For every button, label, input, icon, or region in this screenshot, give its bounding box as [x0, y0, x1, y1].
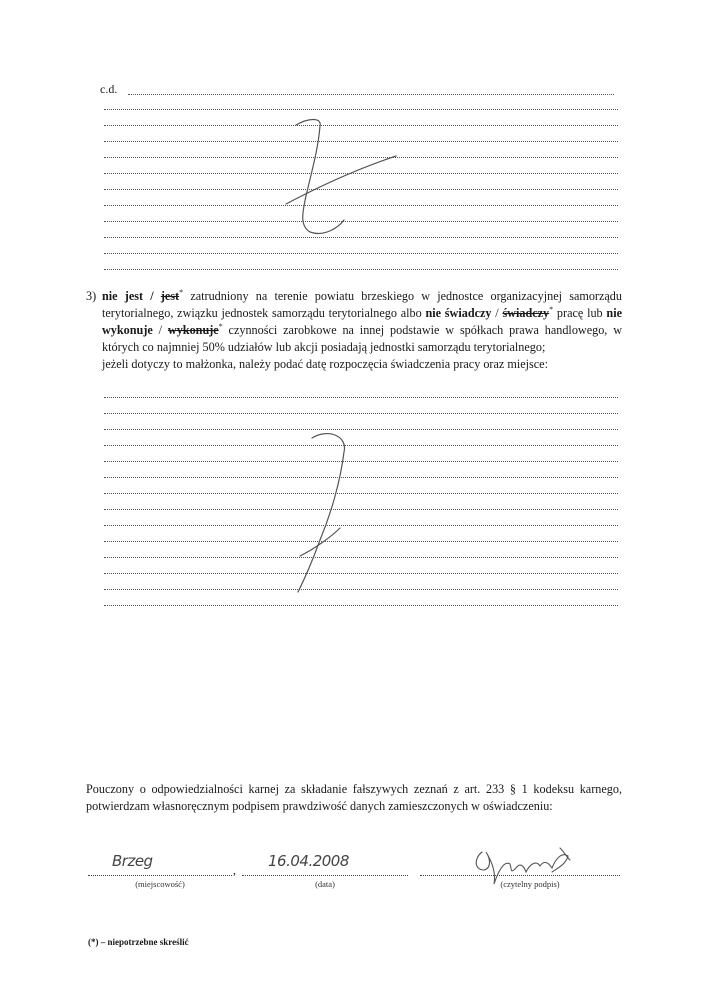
footnote: (*) – niepotrzebne skreślić [88, 937, 189, 947]
date-handwritten: 16.04.2008 [268, 852, 349, 870]
separator: / [158, 323, 163, 337]
point-number: 3) [86, 289, 97, 303]
text-segment: czynności zarobkowe na innej podstawie w spółkach prawa handlowego, w których co najmniej 50% udziałów lub akcji posiadają jednostki samorządu terytorialnego; [102, 323, 623, 354]
place-handwritten: Brzeg [112, 852, 153, 870]
signature-line [420, 875, 620, 876]
separator: / [495, 306, 499, 320]
footnote-mark: * [549, 304, 554, 314]
footnote-mark: * [179, 287, 184, 297]
option-nie-swiadczy: nie świadczy [425, 306, 492, 320]
continued-label: c.d. [100, 82, 118, 96]
spouse-instruction: jeżeli dotyczy to małżonka, należy podać datę rozpoczęcia świadczenia pracy oraz miejsce: [102, 357, 548, 371]
signature-caption: (czytelny podpis) [500, 879, 560, 889]
option-nie-jest: nie jest [102, 289, 144, 303]
place-caption: (miejscowość) [135, 879, 185, 889]
option-jest-struck: jest [160, 289, 180, 303]
date-caption: (data) [315, 879, 335, 889]
option-swiadczy-struck: świadczy [502, 306, 550, 320]
option-nie-wykonuje: nie wykonuje [102, 306, 622, 337]
footnote-mark: * [218, 321, 223, 331]
attestation-text: Pouczony o odpowiedzialności karnej za składanie fałszywych zeznań z art. 233 § 1 kodeksu karnego, potwierdzam własnoręcznym podpisem prawdziwość danych zamieszczonych w oświadczeniu: [86, 782, 622, 813]
comma: , [233, 863, 236, 877]
option-wykonuje-struck: wykonuje [167, 323, 219, 337]
text-segment: zatrudniony na terenie powiatu brzeskiego w jednostce organizacyjnej samorządu terytorialnego, związku jednostek samorządu terytorialnego albo [102, 289, 622, 320]
text-segment: pracę lub [553, 306, 607, 320]
separator: / [150, 289, 154, 303]
